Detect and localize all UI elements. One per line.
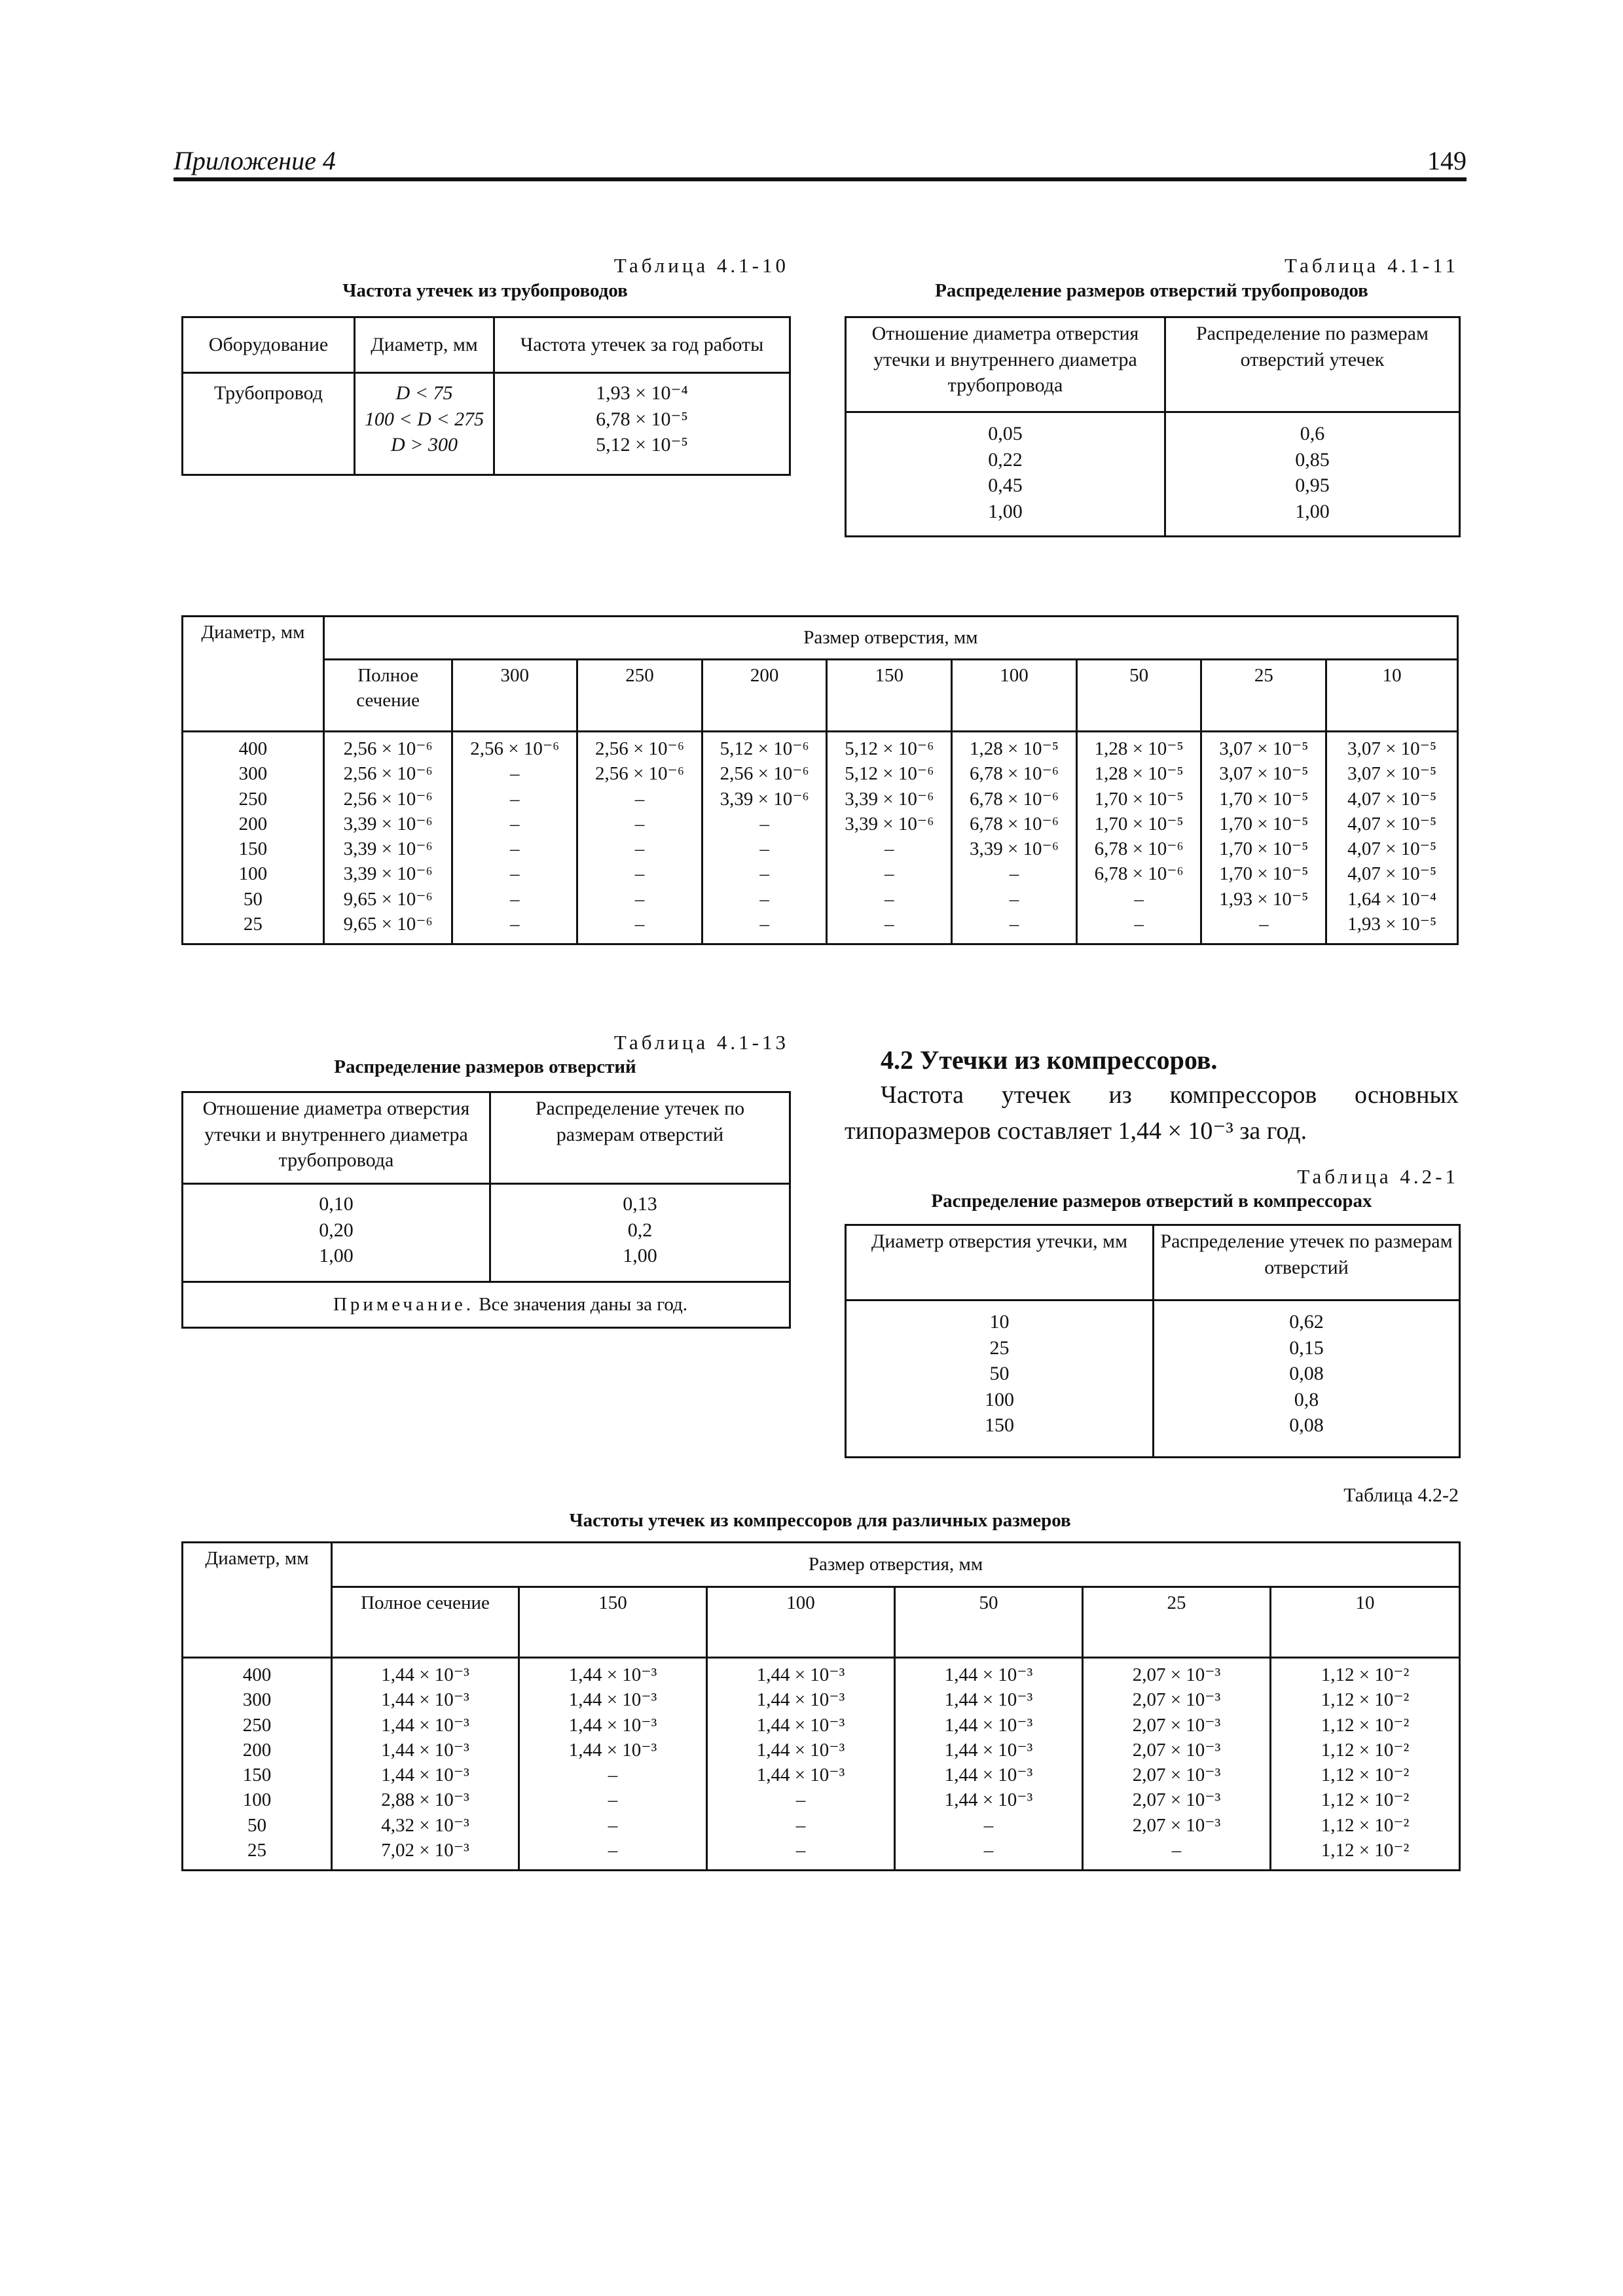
table-4-2-2-title: Частоты утечек из компрессоров для различных размеров — [569, 1510, 1071, 1531]
table-cell: 1,44 × 10⁻³ — [944, 1765, 1033, 1786]
table-corner-header: Диаметр, мм — [183, 617, 324, 732]
table-header-cell: 100 — [952, 660, 1077, 732]
table-note — [183, 1282, 790, 1328]
page-number: 149 — [1427, 146, 1467, 175]
table-header-cell: Распределение утечек по размерам отверстий — [1154, 1225, 1460, 1300]
table-cell: 0,6 — [1300, 423, 1325, 444]
table-cell: 1,00 — [623, 1245, 657, 1267]
table-header-cell: Частота утечек за год работы — [494, 317, 790, 373]
table-cell: 1,12 × 10⁻² — [1321, 1839, 1410, 1861]
table-cell: 50 — [989, 1363, 1010, 1385]
table-cell: 200 — [238, 813, 268, 834]
equipment-cell: Трубопровод — [183, 373, 355, 475]
table-cell: – — [795, 1789, 806, 1811]
table-cell: 25 — [243, 913, 263, 935]
table-cell: 2,07 × 10⁻³ — [1132, 1789, 1221, 1811]
table-cell: 3,07 × 10⁻⁵ — [1219, 763, 1309, 785]
table-cell: 100 — [242, 1789, 272, 1811]
table-cell: 2,56 × 10⁻⁶ — [594, 738, 684, 759]
table-cell: 2,56 × 10⁻⁶ — [343, 738, 433, 759]
distribution-cell — [490, 1184, 790, 1282]
table-cell: – — [1259, 913, 1269, 935]
table-cell: 0,62 — [1289, 1311, 1324, 1333]
table-cell: 0,08 — [1289, 1414, 1324, 1437]
table-header-cell: Распределение по размерам отверстий утечек — [1165, 317, 1460, 412]
table-cell: 1,44 × 10⁻³ — [381, 1714, 469, 1736]
table-cell: – — [634, 838, 645, 860]
value-column — [577, 732, 702, 944]
table-cell: 50 — [243, 888, 263, 910]
table-cell: 1,93 × 10⁻⁵ — [1219, 888, 1309, 910]
table-cell: 1,64 × 10⁻⁴ — [1347, 888, 1437, 910]
table-cell: 1,44 × 10⁻³ — [381, 1765, 469, 1786]
table-cell: 0,2 — [627, 1219, 653, 1241]
table-header-cell: Полное сечение — [323, 660, 452, 732]
table-cell: – — [634, 913, 645, 935]
frequency-cell — [494, 373, 790, 475]
table-cell: – — [608, 1789, 618, 1811]
table-4-2-1 — [845, 1224, 1461, 1458]
table-cell: 2,07 × 10⁻³ — [1132, 1814, 1221, 1836]
table-cell: 5,12 × 10⁻⁶ — [845, 738, 934, 759]
table-cell: 1,44 × 10⁻³ — [381, 1739, 469, 1761]
table-cell: 4,07 × 10⁻⁵ — [1347, 863, 1437, 885]
value-column — [702, 732, 827, 944]
table-cell: 0,95 — [1295, 475, 1330, 497]
table-cell: 1,44 × 10⁻³ — [756, 1714, 845, 1736]
table-cell: 4,07 × 10⁻⁵ — [1347, 813, 1437, 834]
table-header-cell: Отношение диаметра отверстия утечки и внутреннего диаметра трубопровода — [846, 317, 1165, 412]
value-column — [1326, 732, 1458, 944]
value-column — [827, 732, 952, 944]
table-cell: – — [884, 838, 894, 860]
table-cell: 2,07 × 10⁻³ — [1132, 1689, 1221, 1711]
table-cell: 0,22 — [988, 448, 1023, 471]
table-cell: 1,44 × 10⁻³ — [944, 1789, 1033, 1811]
table-cell: 3,39 × 10⁻⁶ — [845, 788, 934, 810]
table-cell: – — [608, 1839, 618, 1861]
table-cell: 1,44 × 10⁻³ — [568, 1664, 657, 1685]
table-cell: 0,20 — [319, 1219, 354, 1241]
table-corner-header: Диаметр, мм — [183, 1543, 332, 1658]
ratio-cell — [846, 412, 1165, 537]
table-header-cell: Распределение утечек по размерам отверстий — [490, 1092, 790, 1184]
table-cell: 1,44 × 10⁻³ — [944, 1739, 1033, 1761]
table-cell: 1,28 × 10⁻⁵ — [1094, 738, 1184, 759]
table-cell: 1,44 × 10⁻³ — [756, 1689, 845, 1711]
table-cell: – — [608, 1765, 618, 1786]
table-cell: 1,70 × 10⁻⁵ — [1094, 813, 1184, 834]
table-cell: 3,39 × 10⁻⁶ — [343, 838, 433, 860]
table-group-header: Размер отверстия, мм — [323, 617, 1457, 660]
table-cell: – — [884, 863, 894, 885]
table-cell: 250 — [242, 1714, 272, 1736]
table-cell: D > 300 — [391, 434, 458, 456]
table-cell: 0,10 — [319, 1193, 354, 1215]
table-cell: 10 — [989, 1311, 1010, 1333]
table-cell: 2,56 × 10⁻⁶ — [470, 738, 560, 759]
header-rule — [173, 177, 1467, 181]
table-cell: 1,44 × 10⁻³ — [756, 1765, 845, 1786]
table-cell: 150 — [238, 838, 268, 860]
table-header-cell: Диаметр, мм — [355, 317, 494, 373]
ratio-cell — [183, 1184, 490, 1282]
table-cell: – — [634, 788, 645, 810]
table-cell: 1,70 × 10⁻⁵ — [1219, 838, 1309, 860]
table-cell: 1,44 × 10⁻³ — [944, 1714, 1033, 1736]
table-cell: 200 — [242, 1739, 272, 1761]
table-cell: 5,12 × 10⁻⁶ — [845, 763, 934, 785]
table-4-1-11 — [845, 316, 1461, 537]
table-cell: 1,12 × 10⁻² — [1321, 1814, 1410, 1836]
value-column — [519, 1658, 707, 1871]
table-cell: – — [1134, 888, 1144, 910]
table-header-cell: 25 — [1201, 660, 1326, 732]
table-header-cell: 10 — [1271, 1587, 1460, 1658]
table-cell: – — [1134, 913, 1144, 935]
table-cell: – — [510, 888, 520, 910]
table-cell: 1,70 × 10⁻⁵ — [1219, 863, 1309, 885]
table-4-2-2-number: Таблица 4.2-2 — [1343, 1484, 1459, 1506]
table-cell: 9,65 × 10⁻⁶ — [343, 913, 433, 935]
table-cell: 1,12 × 10⁻² — [1321, 1789, 1410, 1811]
table-4-1-11-title: Распределение размеров отверстий трубопроводов — [935, 280, 1368, 301]
table-cell: – — [510, 838, 520, 860]
table-4-1-13 — [181, 1091, 791, 1329]
table-4-1-11-number: Таблица 4.1-11 — [1284, 254, 1459, 277]
table-cell: – — [884, 913, 894, 935]
table-header-cell: Диаметр отверстия утечки, мм — [846, 1225, 1154, 1300]
table-cell: – — [608, 1814, 618, 1836]
table-cell: 6,78 × 10⁻⁶ — [969, 763, 1059, 785]
table-cell: 1,00 — [1295, 500, 1330, 522]
table-cell: 3,39 × 10⁻⁶ — [720, 788, 809, 810]
table-cell: 1,12 × 10⁻² — [1321, 1689, 1410, 1711]
table-cell: 1,44 × 10⁻³ — [944, 1689, 1033, 1711]
table-cell: 3,39 × 10⁻⁶ — [343, 813, 433, 834]
table-cell: – — [759, 863, 769, 885]
value-column — [1076, 732, 1201, 944]
table-4-1-12 — [181, 615, 1459, 945]
table-cell: 1,12 × 10⁻² — [1321, 1739, 1410, 1761]
table-cell: – — [983, 1839, 994, 1861]
table-header-cell: 100 — [707, 1587, 895, 1658]
table-cell: 150 — [985, 1414, 1014, 1437]
table-cell: 0,05 — [988, 423, 1023, 444]
table-cell: 1,12 × 10⁻² — [1321, 1664, 1410, 1685]
table-cell: 150 — [242, 1765, 272, 1786]
note-label: Примечание. — [333, 1294, 475, 1316]
table-cell: 100 — [985, 1388, 1014, 1410]
table-cell: – — [510, 763, 520, 785]
table-cell: 0,15 — [1289, 1336, 1324, 1359]
table-cell: – — [1009, 888, 1019, 910]
distribution-cell — [1154, 1300, 1460, 1458]
value-column — [707, 1658, 895, 1871]
table-cell: – — [1171, 1839, 1182, 1861]
value-column — [1083, 1658, 1271, 1871]
table-cell: 1,44 × 10⁻³ — [568, 1739, 657, 1761]
diameter-column — [183, 1658, 332, 1871]
table-cell: 4,32 × 10⁻³ — [381, 1814, 469, 1836]
section-paragraph: Частота утечек из компрессоров основных типоразмеров составляет 1,44 × 10⁻³ за год. — [845, 1081, 1459, 1145]
table-4-1-10-title: Частота утечек из трубопроводов — [342, 280, 628, 301]
table-cell: 5,12 × 10⁻⁵ — [596, 434, 688, 456]
table-header-cell: Оборудование — [183, 317, 355, 373]
table-cell: – — [1009, 913, 1019, 935]
value-column — [452, 732, 577, 944]
value-column — [323, 732, 452, 944]
table-header-cell: 10 — [1326, 660, 1458, 732]
table-cell: 400 — [242, 1664, 272, 1685]
table-cell: 0,45 — [988, 475, 1023, 497]
table-cell: 1,44 × 10⁻³ — [756, 1739, 845, 1761]
value-column — [332, 1658, 519, 1871]
table-cell: – — [634, 813, 645, 834]
value-column — [952, 732, 1077, 944]
running-header: Приложение 4 — [173, 146, 336, 175]
table-cell: 250 — [238, 788, 268, 810]
table-4-1-10-number: Таблица 4.1-10 — [613, 254, 789, 277]
table-4-2-2 — [181, 1541, 1461, 1871]
table-cell: 6,78 × 10⁻⁶ — [969, 788, 1059, 810]
table-cell: – — [759, 888, 769, 910]
table-cell: – — [510, 913, 520, 935]
table-cell: 2,07 × 10⁻³ — [1132, 1765, 1221, 1786]
table-cell: 5,12 × 10⁻⁶ — [720, 738, 809, 759]
table-cell: 4,07 × 10⁻⁵ — [1347, 788, 1437, 810]
table-cell: 1,44 × 10⁻³ — [944, 1664, 1033, 1685]
table-cell: 2,07 × 10⁻³ — [1132, 1739, 1221, 1761]
table-cell: – — [983, 1814, 994, 1836]
table-4-2-1-title: Распределение размеров отверстий в компрессорах — [931, 1191, 1372, 1211]
table-cell: 6,78 × 10⁻⁶ — [1094, 863, 1184, 885]
table-cell: 0,08 — [1289, 1363, 1324, 1385]
table-cell: 3,39 × 10⁻⁶ — [969, 838, 1059, 860]
table-cell: 100 — [238, 863, 268, 885]
table-cell: 2,56 × 10⁻⁶ — [594, 763, 684, 785]
table-header-cell: 50 — [1076, 660, 1201, 732]
table-cell: 1,28 × 10⁻⁵ — [969, 738, 1059, 759]
table-4-1-13-number: Таблица 4.1-13 — [613, 1031, 789, 1054]
table-cell: 3,39 × 10⁻⁶ — [343, 863, 433, 885]
diameter-column — [183, 732, 324, 944]
note-text: Все значения даны за год. — [479, 1294, 688, 1316]
table-header-cell: 150 — [827, 660, 952, 732]
table-cell: 3,07 × 10⁻⁵ — [1347, 763, 1437, 785]
table-cell: 3,07 × 10⁻⁵ — [1219, 738, 1309, 759]
table-cell: 25 — [989, 1336, 1010, 1359]
table-4-1-10 — [181, 316, 791, 476]
table-cell: – — [759, 813, 769, 834]
table-cell: 100 < D < 275 — [364, 408, 484, 430]
section-heading: 4.2 Утечки из компрессоров. — [881, 1045, 1218, 1075]
table-header-cell: 50 — [895, 1587, 1083, 1658]
value-column — [1271, 1658, 1460, 1871]
value-column — [1201, 732, 1326, 944]
diameter-cell — [846, 1300, 1154, 1458]
table-cell: 1,00 — [988, 500, 1023, 522]
table-cell: 1,44 × 10⁻³ — [756, 1664, 845, 1685]
table-cell: 6,78 × 10⁻⁶ — [1094, 838, 1184, 860]
table-header-cell: 200 — [702, 660, 827, 732]
table-cell: – — [510, 813, 520, 834]
table-4-2-1-number: Таблица 4.2-1 — [1297, 1165, 1459, 1188]
table-cell: 1,93 × 10⁻⁴ — [596, 382, 688, 404]
table-cell: 1,93 × 10⁻⁵ — [1347, 913, 1437, 935]
table-cell: 2,56 × 10⁻⁶ — [720, 763, 809, 785]
table-cell: 1,44 × 10⁻³ — [568, 1714, 657, 1736]
table-cell: 25 — [247, 1839, 266, 1861]
table-cell: – — [510, 863, 520, 885]
table-cell: 7,02 × 10⁻³ — [381, 1839, 469, 1861]
table-cell: 1,70 × 10⁻⁵ — [1094, 788, 1184, 810]
diameter-cell — [355, 373, 494, 475]
table-cell: – — [884, 888, 894, 910]
table-cell: 3,07 × 10⁻⁵ — [1347, 738, 1437, 759]
table-cell: 6,78 × 10⁻⁵ — [596, 408, 688, 430]
table-cell: 3,39 × 10⁻⁶ — [845, 813, 934, 834]
table-cell: 1,44 × 10⁻³ — [381, 1664, 469, 1685]
table-cell: – — [759, 913, 769, 935]
table-cell: 400 — [238, 738, 268, 759]
table-cell: 2,07 × 10⁻³ — [1132, 1664, 1221, 1685]
table-header-cell: Полное сечение — [332, 1587, 519, 1658]
table-cell: 1,12 × 10⁻² — [1321, 1714, 1410, 1736]
table-cell: 1,70 × 10⁻⁵ — [1219, 813, 1309, 834]
table-header-cell: 150 — [519, 1587, 707, 1658]
table-cell: 300 — [238, 763, 268, 785]
table-cell: 300 — [242, 1689, 272, 1711]
table-cell: – — [510, 788, 520, 810]
table-cell: 2,56 × 10⁻⁶ — [343, 763, 433, 785]
table-cell: – — [759, 838, 769, 860]
table-cell: 1,44 × 10⁻³ — [381, 1689, 469, 1711]
table-header-cell: Отношение диаметра отверстия утечки и внутреннего диаметра трубопровода — [183, 1092, 490, 1184]
table-cell: 6,78 × 10⁻⁶ — [969, 813, 1059, 834]
table-cell: 0,85 — [1295, 448, 1330, 471]
value-column — [895, 1658, 1083, 1871]
table-4-1-13-title: Распределение размеров отверстий — [334, 1056, 636, 1077]
table-header-cell: 250 — [577, 660, 702, 732]
table-cell: 50 — [247, 1814, 266, 1836]
table-cell: 4,07 × 10⁻⁵ — [1347, 838, 1437, 860]
table-cell: 1,00 — [319, 1245, 354, 1267]
table-cell: 0,13 — [623, 1193, 657, 1215]
table-cell: 2,88 × 10⁻³ — [381, 1789, 469, 1811]
table-header-cell: 25 — [1083, 1587, 1271, 1658]
table-cell: D < 75 — [395, 382, 453, 404]
table-cell: 1,28 × 10⁻⁵ — [1094, 763, 1184, 785]
table-cell: – — [634, 863, 645, 885]
table-cell: – — [1009, 863, 1019, 885]
table-cell: 2,07 × 10⁻³ — [1132, 1714, 1221, 1736]
table-cell: 1,44 × 10⁻³ — [568, 1689, 657, 1711]
table-cell: – — [795, 1814, 806, 1836]
table-cell: – — [795, 1839, 806, 1861]
table-cell: 1,70 × 10⁻⁵ — [1219, 788, 1309, 810]
table-group-header: Размер отверстия, мм — [332, 1543, 1460, 1587]
distribution-cell — [1165, 412, 1460, 537]
table-header-cell: 300 — [452, 660, 577, 732]
table-cell: 2,56 × 10⁻⁶ — [343, 788, 433, 810]
table-cell: 1,12 × 10⁻² — [1321, 1765, 1410, 1786]
table-cell: – — [634, 888, 645, 910]
table-cell: 0,8 — [1294, 1388, 1319, 1410]
table-cell: 9,65 × 10⁻⁶ — [343, 888, 433, 910]
